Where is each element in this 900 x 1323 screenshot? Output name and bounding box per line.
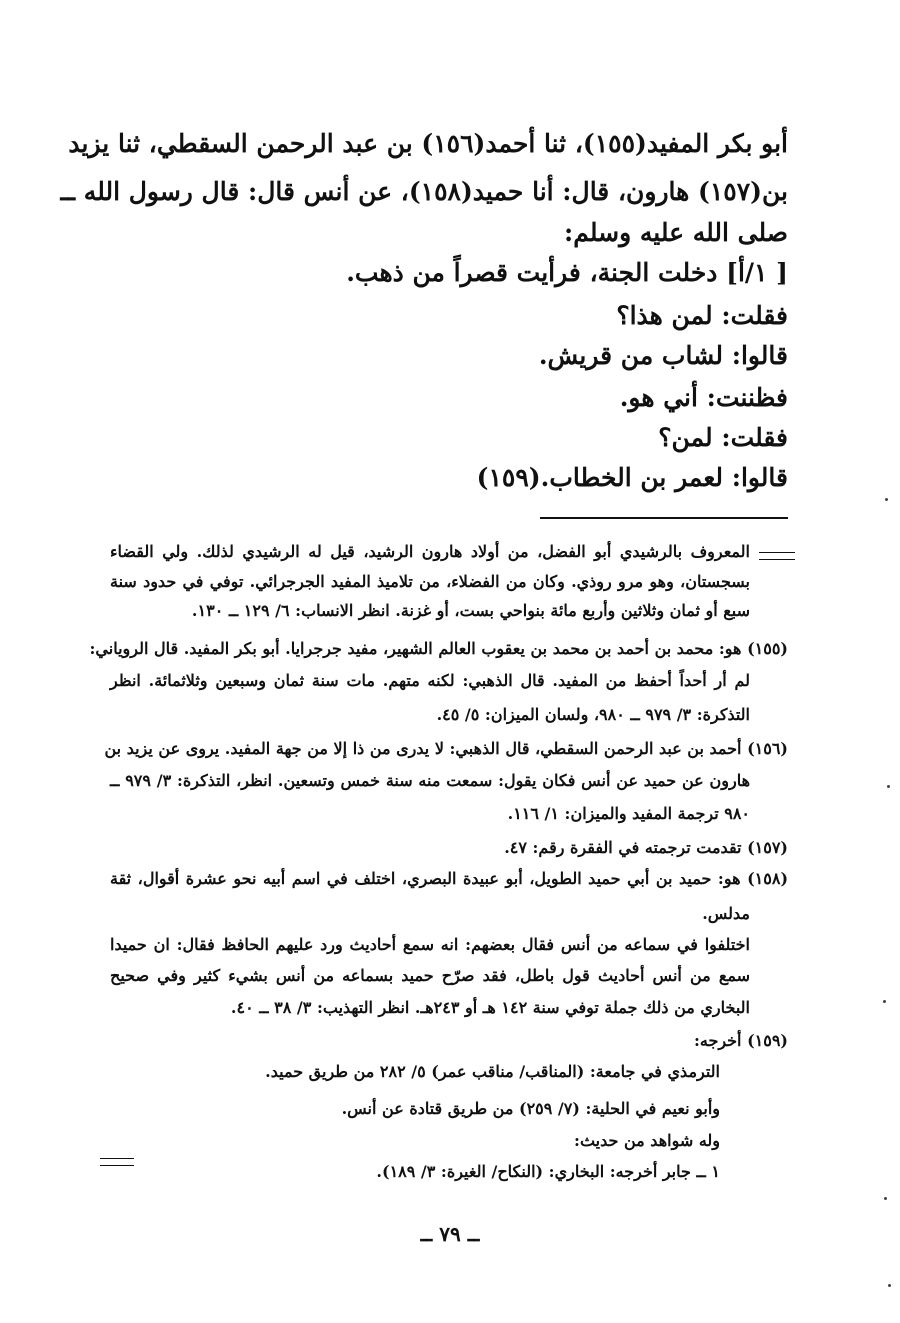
main-text-line: فظننت: أني هو. bbox=[619, 383, 788, 412]
main-text-line: [ ١/أ] دخلت الجنة، فرأيت قصراً من ذهب. bbox=[346, 258, 788, 287]
scan-speck bbox=[883, 1000, 886, 1003]
main-text-line: فقلت: لمن هذا؟ bbox=[616, 301, 788, 330]
footnote-line: (١٥٩) أخرجه: bbox=[693, 1031, 788, 1050]
footnote-line: التذكرة: ٣/ ٩٧٩ ــ ٩٨٠، ولسان الميزان: ٥/ ٤٥. bbox=[436, 705, 750, 724]
footnote-separator-rule bbox=[540, 517, 788, 519]
footnote-line: اختلفوا في سماعه من أنس فقال بعضهم: انه سمع أحاديث ورد عليهم الحافظ فقال: ان حميدا bbox=[110, 935, 750, 954]
main-text-line: بن(١٥٧) هارون، قال: أنا حميد(١٥٨)، عن أنس قال: قال رسول الله ــ bbox=[60, 177, 788, 206]
main-text-line: صلى الله عليه وسلم: bbox=[564, 218, 788, 247]
page-number: ــ ٧٩ ــ bbox=[420, 1222, 480, 1246]
scan-speck bbox=[884, 1197, 887, 1200]
main-text-line: فقلت: لمن؟ bbox=[658, 423, 788, 452]
footnote-line: ١ ــ جابر أخرجه: البخاري: (النكاح/ الغيرة: ٣/ ١٨٩). bbox=[376, 1162, 720, 1181]
main-text-line: قالوا: لشاب من قريش. bbox=[538, 341, 788, 370]
continuation-mark bbox=[100, 1158, 134, 1166]
footnote-line: سبع أو ثمان وثلاثين وأربع مائة بنواحي بست، أو غزنة. انظر الانساب: ٦/ ١٢٩ ــ ١٣٠. bbox=[191, 601, 750, 620]
footnote-line: وأبو نعيم في الحلية: (٧/ ٢٥٩) من طريق قتادة عن أنس. bbox=[341, 1099, 720, 1118]
footnote-line: البخاري من ذلك جملة توفي سنة ١٤٢ هـ أو ٢٤٣هـ. انظر التهذيب: ٣/ ٣٨ ــ ٤٠. bbox=[230, 998, 750, 1017]
footnote-line: (١٥٥) هو: محمد بن أحمد بن محمد بن يعقوب العالم الشهير، مفيد جرجرايا. أبو بكر المفيد. قال الروياني: bbox=[89, 639, 788, 658]
scan-speck bbox=[887, 785, 890, 788]
continuation-mark bbox=[759, 552, 795, 560]
footnote-line: (١٥٨) هو: حميد بن أبي حميد الطويل، أبو عبيدة البصري، اختلف في اسم أبيه نحو عشرة أقوال، ثقة bbox=[110, 869, 789, 888]
footnote-line: لم أر أحداً أحفظ من المفيد. قال الذهبي: لكنه متهم. مات سنة ثمان وسبعين وثلاثمائة. انظر bbox=[110, 671, 750, 690]
footnote-line: سمع من أنس أحاديث قول باطل، فقد صرّح حميد بسماعه من أنس بشيء كثير وفي صحيح bbox=[110, 966, 750, 985]
footnote-line: المعروف بالرشيدي أبو الفضل، من أولاد هارون الرشيد، قيل له الرشيدي لذلك. ولي القضاء bbox=[110, 542, 750, 561]
footnote-line: وله شواهد من حديث: bbox=[574, 1131, 720, 1150]
scan-speck bbox=[885, 498, 888, 501]
main-text-line: أبو بكر المفيد(١٥٥)، ثنا أحمد(١٥٦) بن عبد الرحمن السقطي، ثنا يزيد bbox=[68, 129, 788, 158]
footnote-line: بسجستان، وهو مرو روذي. وكان من الفضلاء، من تلاميذ المفيد الجرجرائي. توفي في حدود سنة bbox=[110, 572, 750, 591]
footnote-line: (١٥٧) تقدمت ترجمته في الفقرة رقم: ٤٧. bbox=[504, 838, 788, 857]
footnote-line: الترمذي في جامعة: (المناقب/ مناقب عمر) ٥/ ٢٨٢ من طريق حميد. bbox=[265, 1062, 720, 1081]
footnote-line: هارون عن حميد عن أنس فكان يقول: سمعت منه سنة خمس وتسعين. انظر، التذكرة: ٣/ ٩٧٩ ــ bbox=[110, 771, 751, 790]
scan-speck bbox=[888, 1284, 891, 1287]
footnote-line: ٩٨٠ ترجمة المفيد والميزان: ١/ ١١٦. bbox=[507, 804, 750, 823]
footnote-line: مدلس. bbox=[702, 904, 750, 923]
footnote-line: (١٥٦) أحمد بن عبد الرحمن السقطي، قال الذهبي: لا يدرى من ذا إلا من جهة المفيد. يروى عن يزيد بن bbox=[104, 739, 788, 758]
main-text-line: قالوا: لعمر بن الخطاب.(١٥٩) bbox=[476, 463, 788, 492]
